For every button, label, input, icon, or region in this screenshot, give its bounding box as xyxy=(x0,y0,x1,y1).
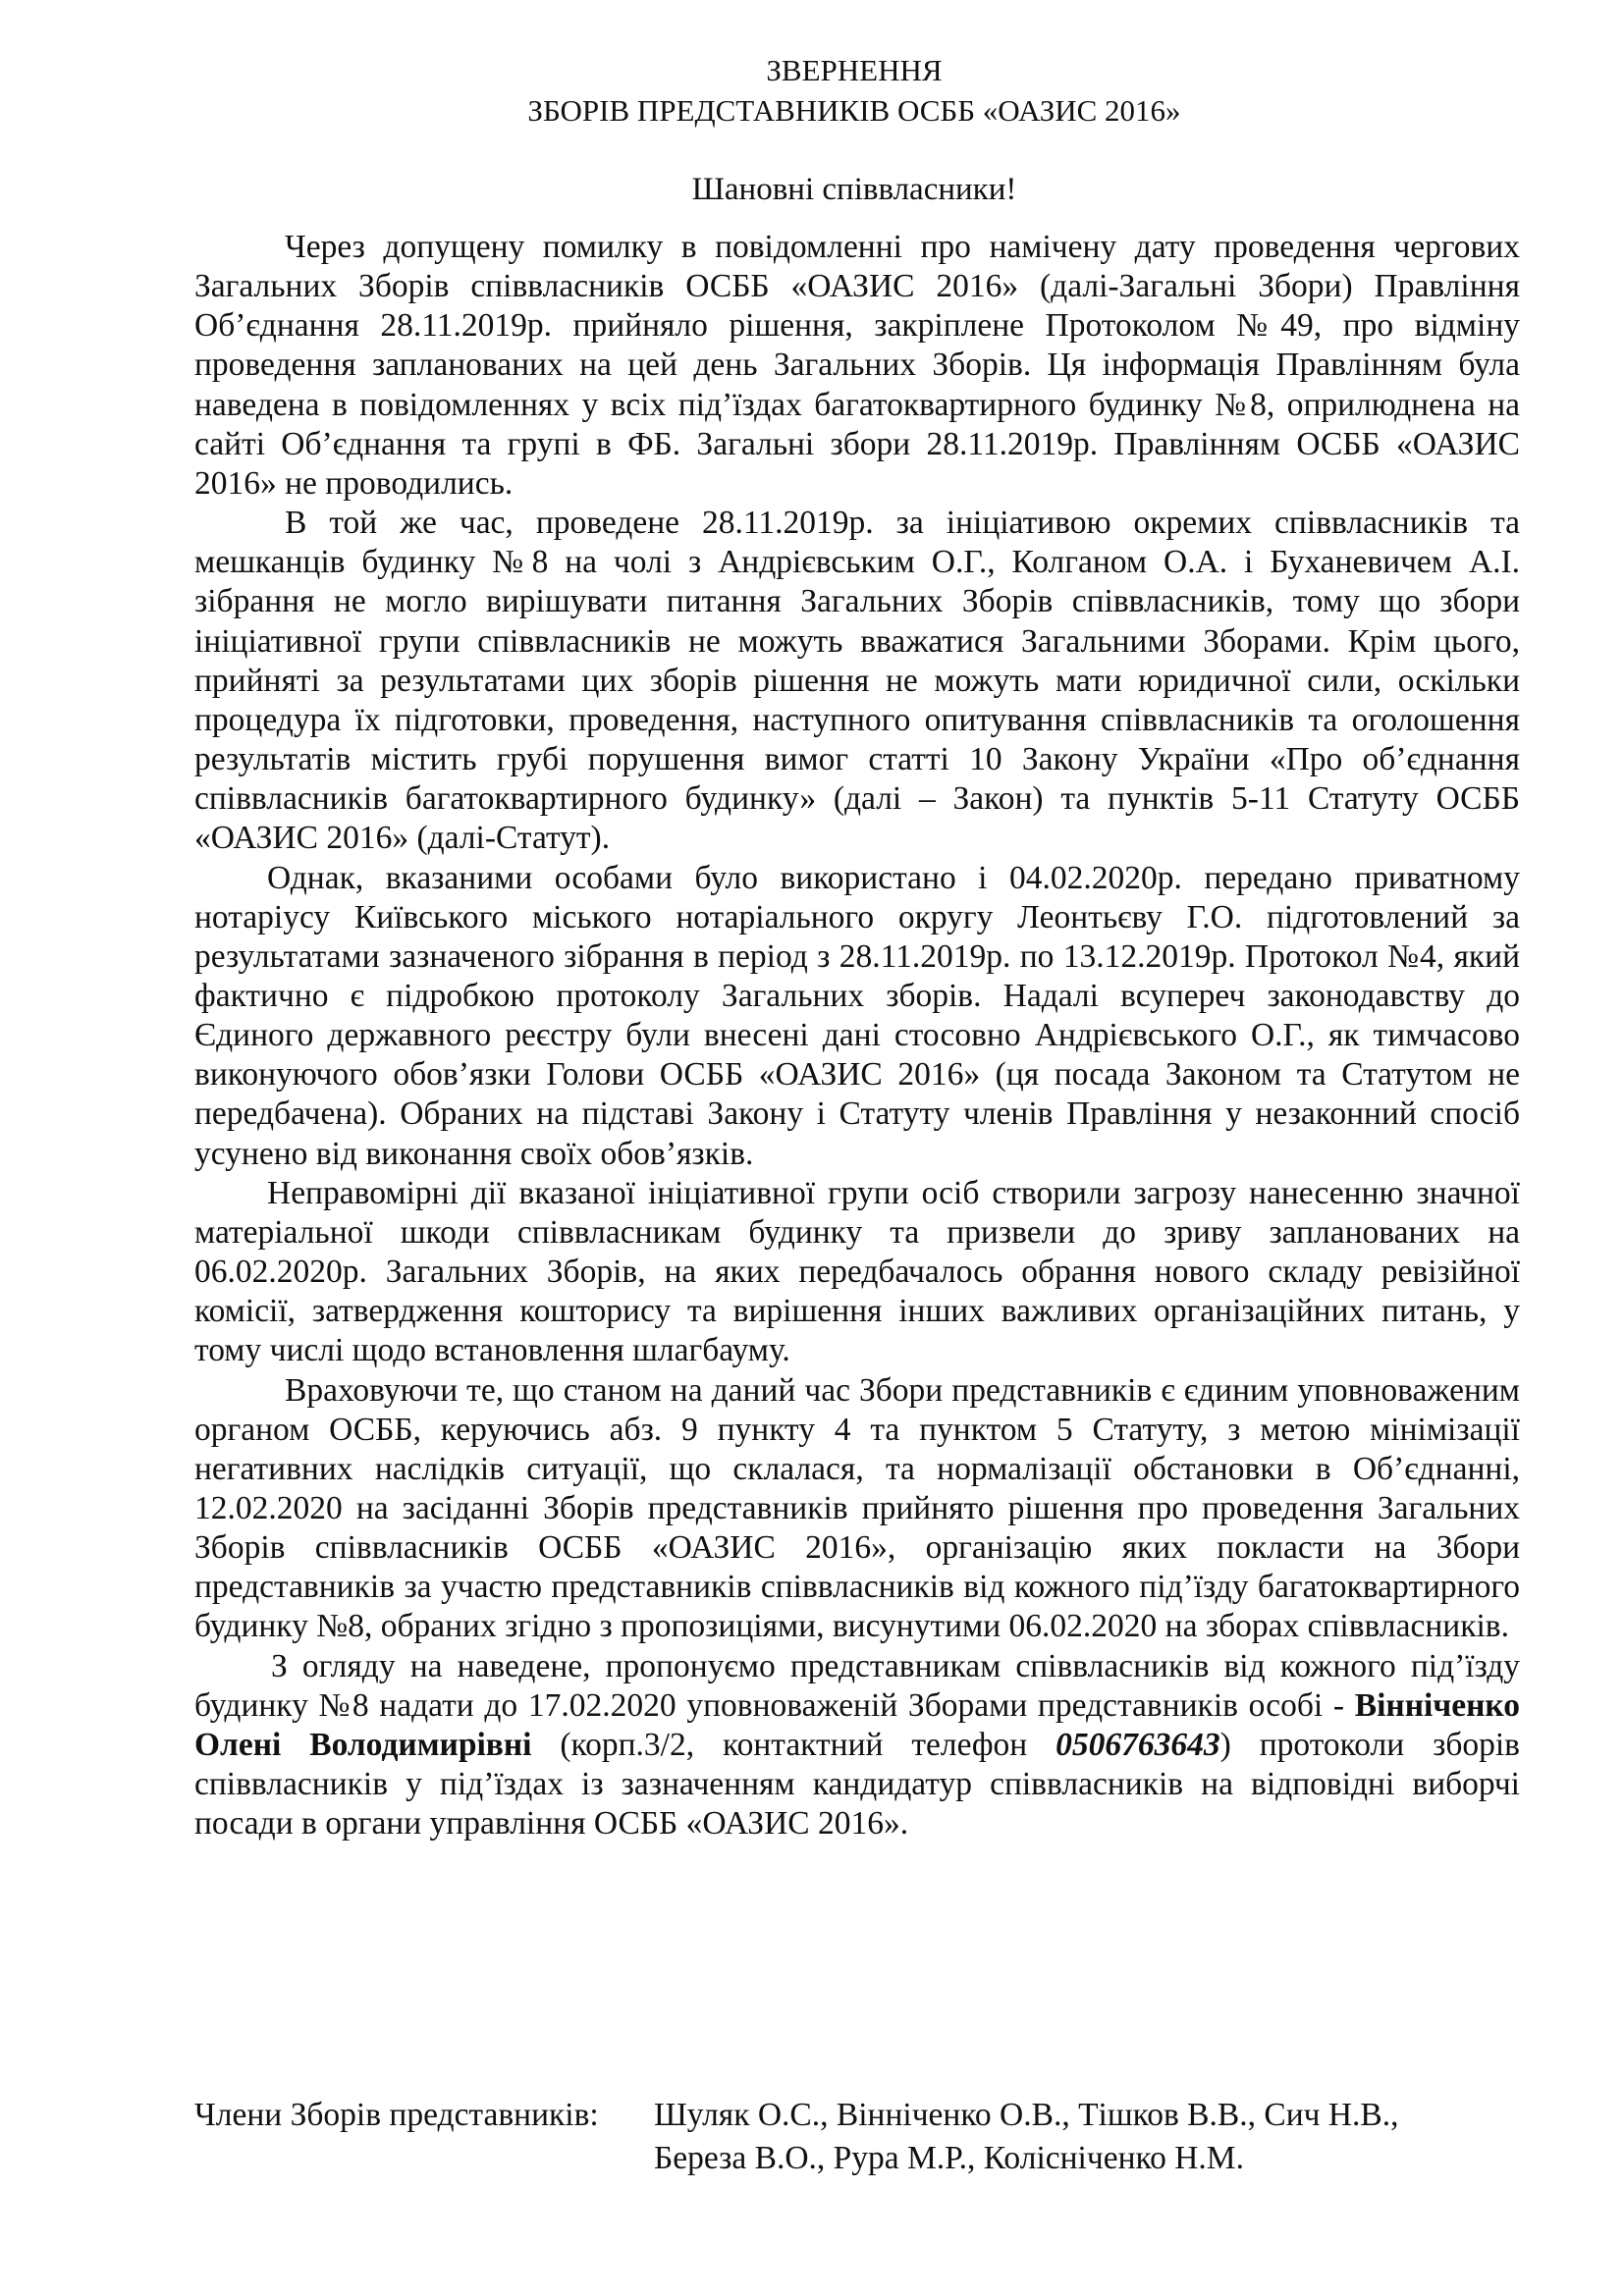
document-title: ЗВЕРНЕННЯ xyxy=(766,53,943,87)
signatures-row-1 xyxy=(194,2094,1530,2137)
contact-phone: 0506763643 xyxy=(1056,1726,1220,1763)
letter-body xyxy=(194,228,1520,1843)
contact-person-name: Вінніченко Олені Володимирівні xyxy=(194,1686,1520,1763)
document-subtitle: ЗБОРІВ ПРЕДСТАВНИКІВ ОСББ «ОАЗИС 2016» xyxy=(527,93,1181,128)
signatures-label: Члени Зборів представників: xyxy=(194,2097,599,2133)
signatures-names-line-2: Береза В.О., Рура М.Р., Колісніченко Н.М. xyxy=(654,2140,1244,2176)
signatures-names-line-1: Шуляк О.С., Вінніченко О.В., Тішков В.В., Сич Н.В., xyxy=(654,2097,1399,2133)
paragraph-1: Через допущену помилку в повідомленні про намічену дату проведення чергових Загальних Зборів співвласників ОСББ «ОАЗИС 2016» (далі-Загальні Збори) Правління Об’єднання 28.11.2019р. прийняло рішення, закріплене Протоколом №49, про відміну проведення запланованих на цей день Загальних Зборів. Ця інформація Правлінням була наведена в повідомленнях у всіх під’їздах багатоквартирного будинку №8, оприлюднена на сайті Об’єднання та групі в ФБ. Загальні збори 28.11.2019р. Правлінням ОСББ «ОАЗИС 2016» не проводились. xyxy=(194,229,1520,502)
paragraph-5: Враховуючи те, що станом на даний час Збори представників є єдиним уповноваженим органом ОСББ, керуючись абз. 9 пункту 4 та пунктом 5 Статуту, з метою мінімізації негативних наслідків ситуації, що склалася, та нормалізації обстановки в Об’єднанні, 12.02.2020 на засіданні Зборів представників прийнято рішення про проведення Загальних Зборів співвласників ОСББ «ОАЗИС 2016», організацію яких покласти на Збори представників за участю представників співвласників від кожного під’їзду багатоквартирного будинку №8, обраних згідно з пропозиціями, висунутими 06.02.2020 на зборах співвласників. xyxy=(194,1371,1520,1645)
signatures-row-2 xyxy=(194,2137,1530,2180)
paragraph-2: В той же час, проведене 28.11.2019р. за ініціативою окремих співвласників та мешканців будинку №8 на чолі з Андрієвським О.Г., Колганом О.А. і Буханевичем А.І. зібрання не могло вирішувати питання Загальних Зборів співвласників, тому що збори ініціативної групи співвласників не можуть вважатися Загальними Зборами. Крім цього, прийняті за результатами цих зборів рішення не можуть мати юридичної сили, оскільки процедура їх підготовки, проведення, наступного опитування співвласників та оголошення результатів містить грубі порушення вимог статті 10 Закону України «Про об’єднання співвласників багатоквартирного будинку» (далі – Закон) та пунктів 5-11 Статуту ОСББ «ОАЗИС 2016» (далі-Статут). xyxy=(194,505,1520,857)
paragraph-6-closing: ) протоколи зборів співвласників у під’їздах із зазначенням кандидатур співвласників на відповідні виборчі посади в органи управління ОСББ «ОАЗИС 2016». xyxy=(194,1726,1520,1842)
signatures-block xyxy=(194,2094,1530,2180)
greeting: Шановні співвласники! xyxy=(691,172,1017,207)
paragraph-6-intro: З огляду на наведене, пропонуємо представникам співвласників від кожного під’їзду будинку №8 надати до 17.02.2020 уповноваженій Зборами представників особі - xyxy=(194,1647,1520,1724)
paragraph-3: Однак, вказаними особами було використано і 04.02.2020р. передано приватному нотаріусу Київського міського нотаріального округу Леонтьєву Г.О. підготовлений за результатами зазначеного зібрання в період з 28.11.2019р. по 13.12.2019р. Протокол №4, який фактично є підробкою протоколу Загальних зборів. Надалі всупереч законодавству до Єдиного державного реєстру були внесені дані стосовно Андрієвського О.Г., як тимчасово виконуючого обов’язки Голови ОСББ «ОАЗИС 2016» (ця посада Законом та Статутом не передбачена). Обраних на підставі Закону і Статуту членів Правління у незаконний спосіб усунено від виконання своїх обов’язків. xyxy=(194,859,1520,1172)
paragraph-4: Неправомірні дії вказаної ініціативної групи осіб створили загрозу нанесенню значної матеріальної шкоди співвласникам будинку та призвели до зриву запланованих на 06.02.2020р. Загальних Зборів, на яких передбачалось обрання нового складу ревізійної комісії, затвердження кошторису та вирішення інших важливих організаційних питань, у тому числі щодо встановлення шлагбауму. xyxy=(194,1174,1520,1369)
paragraph-6-contact-note: (корп.3/2, контактний телефон xyxy=(531,1726,1056,1763)
paragraph-6 xyxy=(194,1647,1520,1844)
